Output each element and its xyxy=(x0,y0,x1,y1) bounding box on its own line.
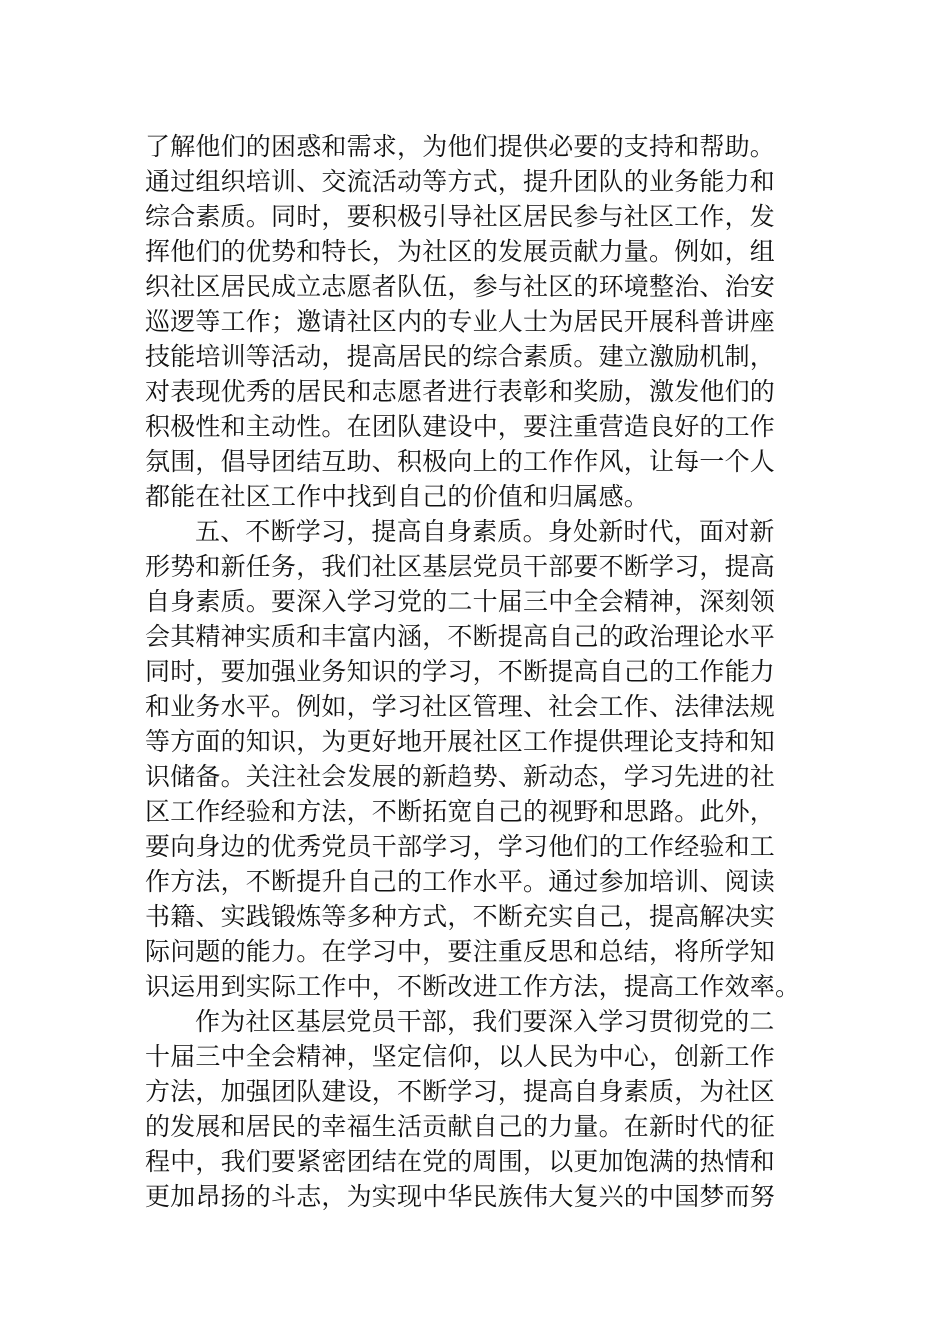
text-line: 更加昂扬的斗志，为实现中华民族伟大复兴的中国梦而努 xyxy=(145,1182,776,1211)
text-line: 形势和新任务，我们社区基层党员干部要不断学习，提高 xyxy=(145,552,776,581)
text-line: 技能培训等活动，提高居民的综合素质。建立激励机制， xyxy=(145,342,776,371)
text-line: 书籍、实践锻炼等多种方式，不断充实自己，提高解决实 xyxy=(145,902,776,931)
text-line: 氛围，倡导团结互助、积极向上的工作作风，让每一个人 xyxy=(145,447,776,476)
text-line: 通过组织培训、交流活动等方式，提升团队的业务能力和 xyxy=(145,167,776,196)
paragraph-start-line: 作为社区基层党员干部，我们要深入学习贯彻党的二 xyxy=(195,1007,775,1036)
text-line: 的发展和居民的幸福生活贡献自己的力量。在新时代的征 xyxy=(145,1112,776,1141)
text-line: 都能在社区工作中找到自己的价值和归属感。 xyxy=(145,482,650,511)
text-line: 区工作经验和方法，不断拓宽自己的视野和思路。此外， xyxy=(145,797,776,826)
text-line: 要向身边的优秀党员干部学习，学习他们的工作经验和工 xyxy=(145,832,776,861)
text-line: 综合素质。同时，要积极引导社区居民参与社区工作，发 xyxy=(145,202,776,231)
text-line: 等方面的知识，为更好地开展社区工作提供理论支持和知 xyxy=(145,727,776,756)
text-line: 际问题的能力。在学习中，要注重反思和总结，将所学知 xyxy=(145,937,776,966)
text-line: 巡逻等工作；邀请社区内的专业人士为居民开展科普讲座 xyxy=(145,307,776,336)
text-line: 自身素质。要深入学习党的二十届三中全会精神，深刻领 xyxy=(145,587,776,616)
text-line: 同时，要加强业务知识的学习，不断提高自己的工作能力 xyxy=(145,657,776,686)
text-line: 十届三中全会精神，坚定信仰，以人民为中心，创新工作 xyxy=(145,1042,776,1071)
text-line: 了解他们的困惑和需求，为他们提供必要的支持和帮助。 xyxy=(145,132,776,161)
section-heading-line: 五、不断学习，提高自身素质。身处新时代，面对新 xyxy=(195,517,775,546)
text-line: 挥他们的优势和特长，为社区的发展贡献力量。例如，组 xyxy=(145,237,776,266)
text-line: 和业务水平。例如，学习社区管理、社会工作、法律法规 xyxy=(145,692,776,721)
text-line: 对表现优秀的居民和志愿者进行表彰和奖励，激发他们的 xyxy=(145,377,776,406)
text-line: 程中，我们要紧密团结在党的周围，以更加饱满的热情和 xyxy=(145,1147,776,1176)
text-line: 会其精神实质和丰富内涵，不断提高自己的政治理论水平 xyxy=(145,622,776,651)
text-line: 积极性和主动性。在团队建设中，要注重营造良好的工作 xyxy=(145,412,776,441)
text-line: 识储备。关注社会发展的新趋势、新动态，学习先进的社 xyxy=(145,762,776,791)
text-line: 织社区居民成立志愿者队伍，参与社区的环境整治、治安 xyxy=(145,272,776,301)
body-text xyxy=(145,129,815,1214)
text-line: 方法，加强团队建设，不断学习，提高自身素质，为社区 xyxy=(145,1077,776,1106)
text-line: 作方法，不断提升自己的工作水平。通过参加培训、阅读 xyxy=(145,867,776,896)
text-line: 识运用到实际工作中，不断改进工作方法，提高工作效率。 xyxy=(145,972,801,1001)
